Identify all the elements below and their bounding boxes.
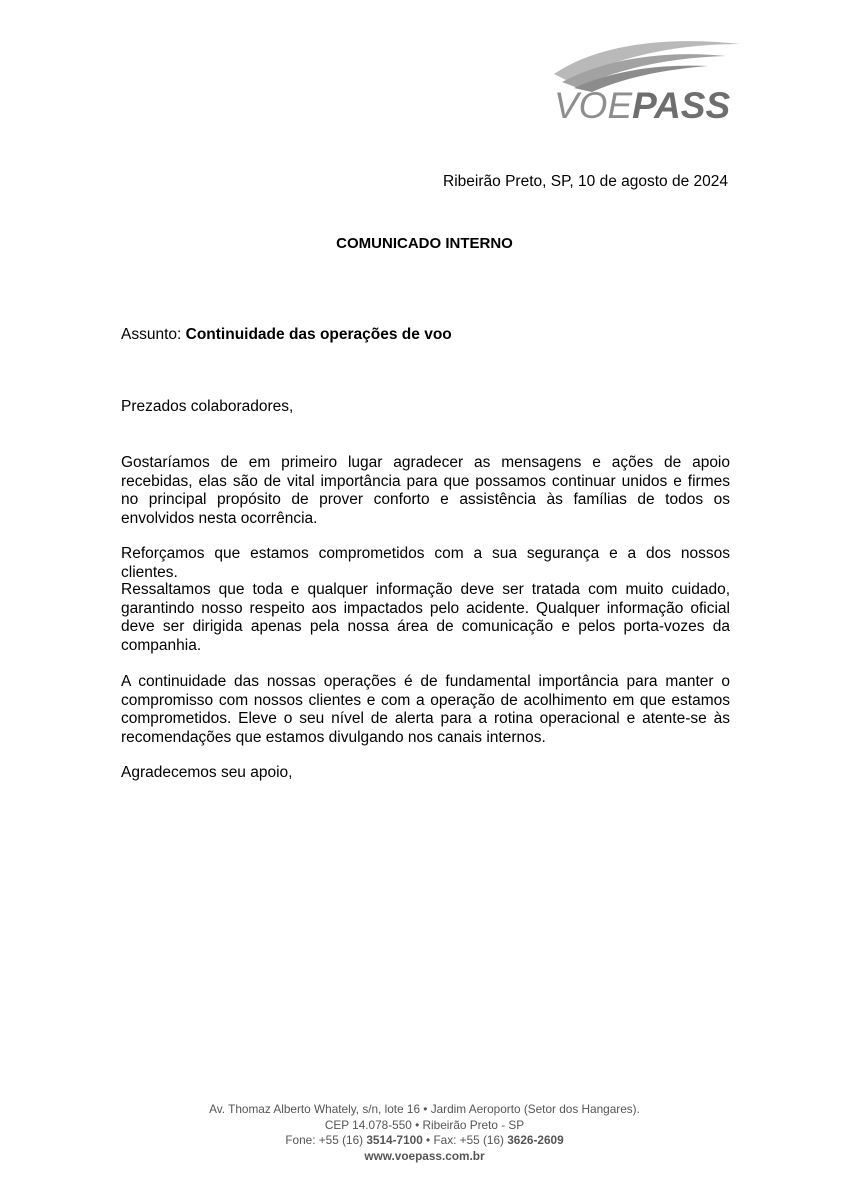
- footer-website[interactable]: [0, 1149, 849, 1165]
- paragraph-3: Ressaltamos que toda e qualquer informação deve ser tratada com muito cuidado, garantindo nosso respeito aos impactados pelo acidente. Qualquer informação oficial deve ser dirigida apenas pela nossa área de comunicação e pelos porta-vozes da companhia.: [121, 581, 730, 654]
- footer-cep: CEP 14.078-550 • Ribeirão Preto - SP: [324, 1117, 525, 1132]
- place-date: Ribeirão Preto, SP, 10 de agosto de 2024: [443, 173, 728, 190]
- fax-prefix: • Fax: +55 (16): [426, 1133, 504, 1147]
- website-link[interactable]: www.voepass.com.br: [364, 1148, 485, 1163]
- document-title: COMUNICADO INTERNO: [336, 235, 513, 252]
- greeting: Prezados colaboradores,: [121, 398, 294, 415]
- phone-prefix: Fone: +55 (16): [285, 1133, 364, 1147]
- closing: Agradecemos seu apoio,: [121, 764, 293, 781]
- footer-address: Av. Thomaz Alberto Whately, s/n, lote 16 • Jardim Aeroporto (Setor dos Hangares).: [209, 1102, 640, 1116]
- subject-label: Assunto:: [121, 326, 182, 343]
- voepass-logo: [548, 34, 744, 130]
- paragraph-4: A continuidade das nossas operações é de fundamental importância para manter o compromisso com nossos clientes e com a operação de acolhimento em que estamos comprometidos. Eleve o seu nível de alerta para a rotina operacional e atente-se às recomendações que estamos divulgando nos canais internos.: [121, 673, 730, 746]
- phone-number: 3514-7100: [366, 1133, 423, 1147]
- footer-contact: [0, 1133, 849, 1149]
- subject-line: [121, 326, 452, 344]
- subject-value: Continuidade das operações de voo: [185, 326, 452, 343]
- logo-wordmark: VOEPASS: [554, 85, 731, 126]
- footer: [0, 1102, 849, 1164]
- paragraph-2: Reforçamos que estamos comprometidos com a sua segurança e a dos nossos clientes.: [121, 545, 730, 581]
- fax-number: 3626-2609: [507, 1133, 564, 1147]
- paragraph-1: Gostaríamos de em primeiro lugar agradecer as mensagens e ações de apoio recebidas, elas são de vital importância para que possamos continuar unidos e firmes no principal propósito de prover conforto e assistência às famílias de todos os envolvidos nesta ocorrência.: [121, 454, 730, 527]
